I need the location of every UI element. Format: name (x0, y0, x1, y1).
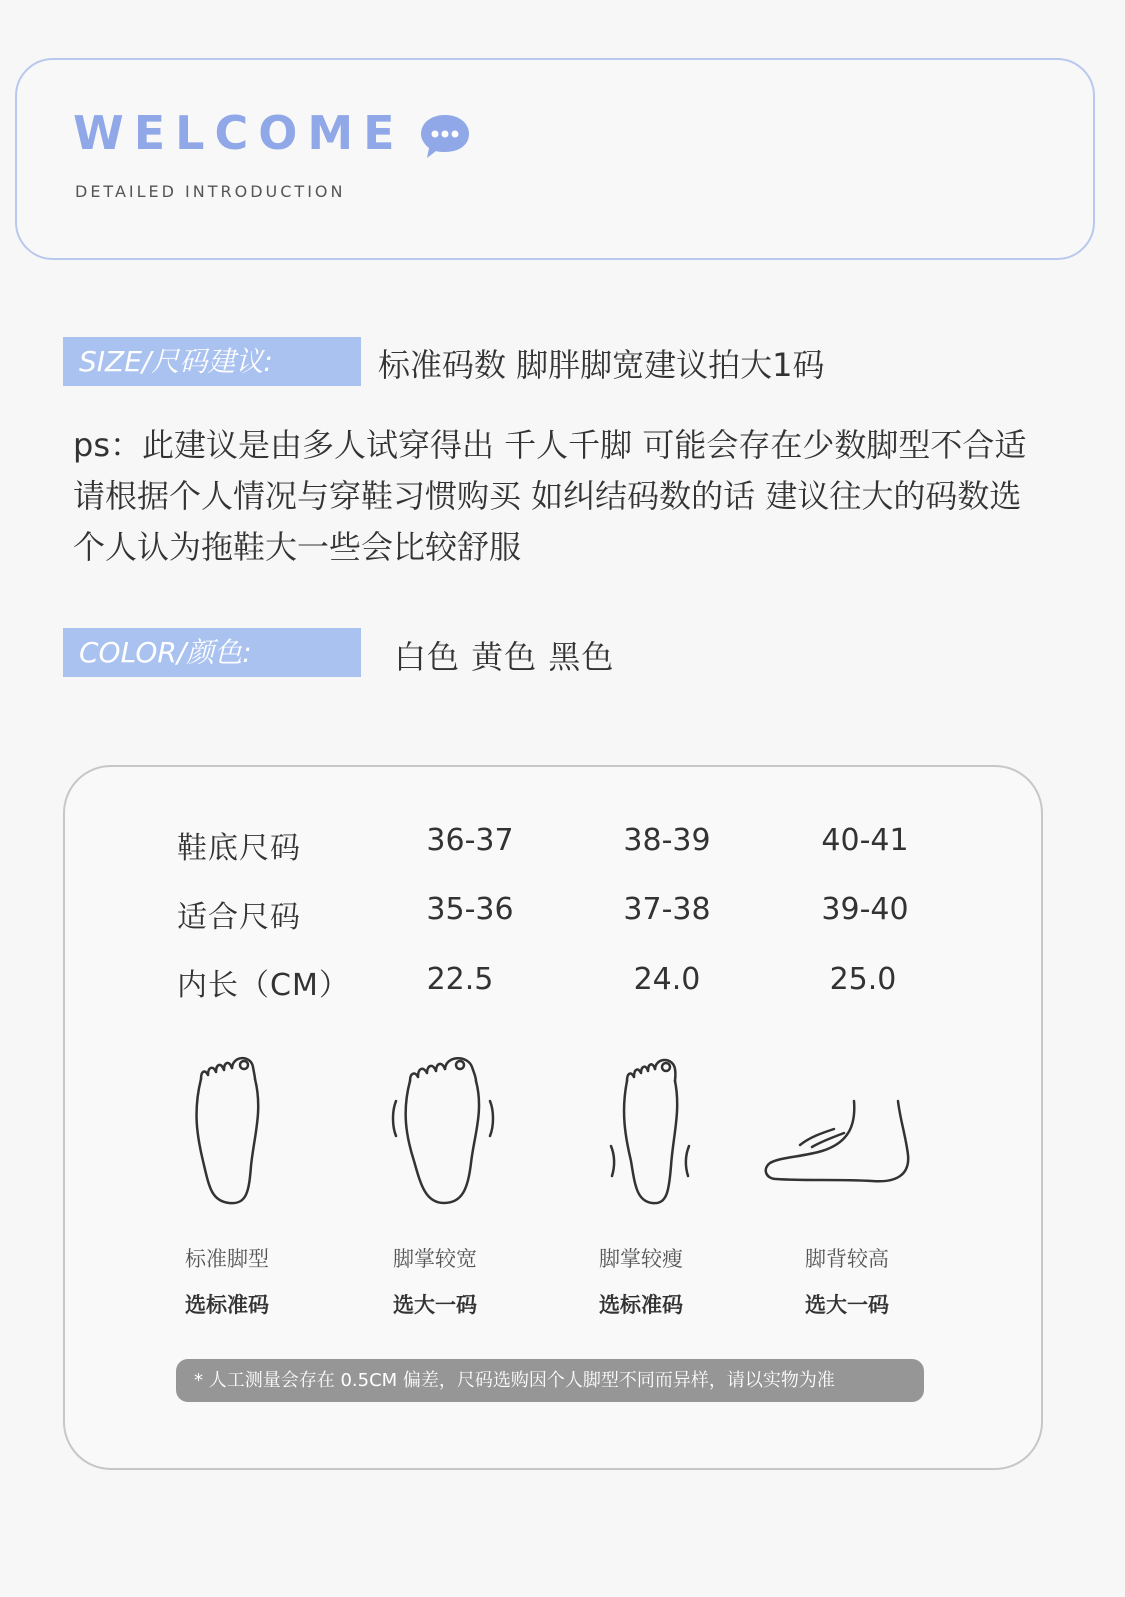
table-cell: 35-36 (426, 892, 514, 927)
ps-note: ps：此建议是由多人试穿得出 千人千脚 可能会存在少数脚型不合适 请根据个人情况与穿鞋习惯购买 如纠结码数的话 建议往大的码数选 个人认为拖鞋大一些会比较舒服 (73, 426, 1027, 566)
color-tag: COLOR/颜色: (63, 628, 361, 677)
table-cell: 39-40 (821, 892, 909, 927)
size-chart-card (63, 765, 1043, 1470)
foot-type-label: 脚背较高 (805, 1247, 889, 1271)
foot-recommendation: 选标准码 (185, 1293, 269, 1317)
table-cell: 37-38 (623, 892, 711, 927)
welcome-subtitle: DETAILED INTRODUCTION (75, 182, 346, 201)
chat-bubble-icon (419, 112, 471, 160)
foot-recommendation: 选标准码 (599, 1293, 683, 1317)
welcome-title: WELCOME (73, 106, 405, 160)
table-cell: 40-41 (821, 823, 909, 858)
foot-type-label: 脚掌较宽 (393, 1247, 477, 1271)
size-advice: 标准码数 脚胖脚宽建议拍大1码 (378, 346, 825, 384)
row-label-fit-size: 适合尺码 (177, 900, 301, 935)
table-cell: 38-39 (623, 823, 711, 858)
foot-recommendation: 选大一码 (805, 1293, 889, 1317)
table-cell: 36-37 (426, 823, 514, 858)
wide-foot-icon (388, 1051, 498, 1211)
table-cell: 22.5 (426, 962, 494, 997)
foot-recommendation: 选大一码 (393, 1293, 477, 1317)
thin-foot-icon (595, 1051, 705, 1211)
measurement-note: * 人工测量会存在 0.5CM 偏差，尺码选购因个人脚型不同而异样，请以实物为准 (176, 1359, 924, 1402)
table-cell: 25.0 (829, 962, 897, 997)
row-label-inner-length: 内长（CM） (177, 968, 350, 1003)
table-cell: 24.0 (633, 962, 701, 997)
row-label-sole-size: 鞋底尺码 (177, 831, 301, 866)
color-options: 白色 黄色 黑色 (394, 638, 615, 676)
high-instep-foot-icon (760, 1051, 920, 1211)
foot-type-label: 标准脚型 (185, 1247, 269, 1271)
welcome-card (15, 58, 1095, 260)
size-tag: SIZE/尺码建议: (63, 337, 361, 386)
standard-foot-icon (171, 1051, 281, 1211)
foot-type-label: 脚掌较瘦 (599, 1247, 683, 1271)
